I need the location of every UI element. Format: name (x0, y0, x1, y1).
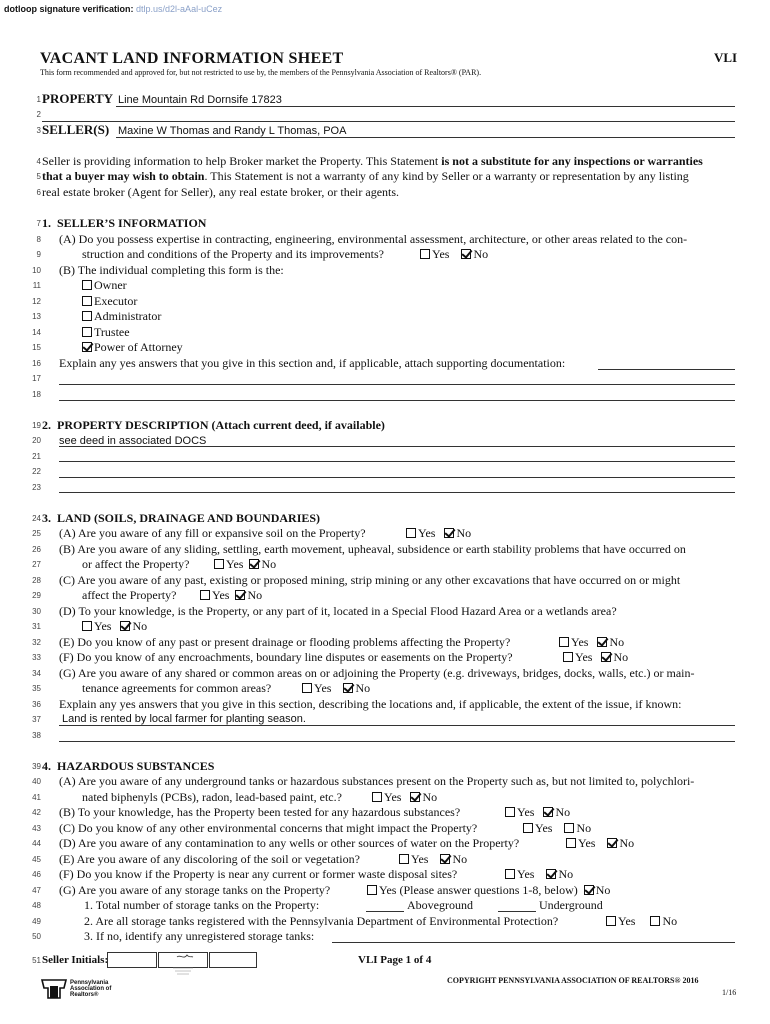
s4-f-no-checkbox[interactable] (546, 869, 556, 879)
s4-q1-underground: Underground (539, 898, 603, 912)
property-description-field[interactable]: see deed in associated DOCS (59, 435, 207, 447)
s1-trustee-option[interactable]: Trustee (82, 325, 130, 339)
line-number: 46 (32, 870, 41, 879)
property-field[interactable]: Line Mountain Rd Dornsife 17823 (118, 94, 282, 106)
s1-explain: Explain any yes answers that you give in this section and, if applicable, attach supporting documentation: (59, 356, 566, 370)
section-3-heading: 3. LAND (SOILS, DRAINAGE AND BOUNDARIES) (42, 511, 321, 525)
s4-b-yes-checkbox[interactable] (505, 807, 515, 817)
line-number: 27 (32, 560, 41, 569)
s3-g-no-checkbox[interactable] (343, 683, 353, 693)
s3-question-b-cont: or affect the Property? (82, 557, 190, 571)
s3-f-yes-checkbox[interactable] (563, 652, 573, 662)
line-number: 45 (32, 855, 41, 864)
form-title: VACANT LAND INFORMATION SHEET (40, 50, 344, 67)
s4-g-no-checkbox[interactable] (584, 885, 594, 895)
par-logo-text: Pennsylvania Association of Realtors® (70, 980, 112, 998)
line-number: 39 (32, 762, 41, 771)
s4-e-no-checkbox[interactable] (440, 854, 450, 864)
line-number: 44 (32, 839, 41, 848)
line-number: 23 (32, 483, 41, 492)
poa-checkbox[interactable] (82, 342, 92, 352)
s4-f-answer: Yes No (505, 867, 573, 881)
line-number: 50 (32, 932, 41, 941)
form-subtitle: This form recommended and approved for, but not restricted to use by, the members of the Pennsylvania Association of Realtors® (PAR). (40, 68, 482, 77)
s4-d-no-checkbox[interactable] (607, 838, 617, 848)
s1-question-a-cont: struction and conditions of the Property and its improvements? (82, 247, 384, 261)
s4-b-no-checkbox[interactable] (543, 807, 553, 817)
s3-question-c-cont: affect the Property? (82, 588, 177, 602)
s3-a-answer: Yes No (406, 526, 471, 540)
s1-owner-option[interactable]: Owner (82, 278, 127, 292)
s4-f-yes-checkbox[interactable] (505, 869, 515, 879)
line-number: 4 (36, 157, 41, 166)
keystone-icon (40, 978, 68, 1000)
s3-question-g: (G) Are you aware of any shared or common areas on or adjoining the Property (e.g. driveways, bridges, docks, walls, etc.) or main- (59, 666, 695, 680)
s4-question-g: (G) Are you aware of any storage tanks on the Property? (59, 883, 331, 897)
s4-a-answer: Yes No (372, 790, 437, 804)
s3-question-f: (F) Do you know of any encroachments, boundary line disputes or easements on the Property? (59, 650, 513, 664)
verification-header (4, 4, 222, 14)
seller-initials-box-1[interactable] (107, 952, 157, 968)
s3-e-answer: Yes No (559, 635, 624, 649)
line-number: 21 (32, 452, 41, 461)
line-number: 20 (32, 436, 41, 445)
line-number: 8 (36, 235, 41, 244)
line-number: 47 (32, 886, 41, 895)
line-number: 43 (32, 824, 41, 833)
intro-line-3: real estate broker (Agent for Seller), any real estate broker, or their agents. (42, 185, 400, 199)
s3-e-yes-checkbox[interactable] (559, 637, 569, 647)
s4-g-answer: Yes (Please answer questions 1-8, below) No (367, 883, 610, 897)
s1-a-yes-checkbox[interactable] (420, 249, 430, 259)
line-number: 34 (32, 669, 41, 678)
line-number: 19 (32, 421, 41, 430)
s4-question-f: (F) Do you know if the Property is near any current or former waste disposal sites? (59, 867, 458, 881)
s3-d-no-checkbox[interactable] (120, 621, 130, 631)
s1-a-no-checkbox[interactable] (461, 249, 471, 259)
line-number: 3 (36, 126, 41, 135)
line-number: 15 (32, 343, 41, 352)
seller-initials-box-3[interactable] (209, 952, 257, 968)
s3-g-answer: Yes No (302, 681, 370, 695)
s3-c-yes-checkbox[interactable] (200, 590, 210, 600)
line-number: 41 (32, 793, 41, 802)
line-number: 6 (36, 188, 41, 197)
line-number: 25 (32, 529, 41, 538)
s4-q1: 1. Total number of storage tanks on the Property: (84, 898, 320, 912)
s3-d-answer: Yes No (82, 619, 147, 633)
property-label: PROPERTY (42, 91, 114, 106)
line-number: 28 (32, 576, 41, 585)
s3-b-yes-checkbox[interactable] (214, 559, 224, 569)
line-number: 22 (32, 467, 41, 476)
verification-link[interactable]: dtlp.us/d2l-aAal-uCez (136, 4, 223, 14)
line-number: 51 (32, 956, 41, 965)
administrator-checkbox[interactable] (82, 311, 92, 321)
par-logo (40, 978, 68, 1005)
line-number: 1 (36, 95, 41, 104)
executor-checkbox[interactable] (82, 296, 92, 306)
seller-label: SELLER(S) (42, 122, 110, 137)
s3-question-d: (D) To your knowledge, is the Property, or any part of it, located in a Special Flood Hazard Area or a wetlands area? (59, 604, 617, 618)
seller-initials-label: Seller Initials: (42, 954, 109, 966)
trustee-checkbox[interactable] (82, 327, 92, 337)
s4-e-yes-checkbox[interactable] (399, 854, 409, 864)
s3-question-c: (C) Are you aware of any past, existing or proposed mining, strip mining or any other excavations that have occurred on or might (59, 573, 681, 587)
s3-c-no-checkbox[interactable] (235, 590, 245, 600)
copyright: COPYRIGHT PENNSYLVANIA ASSOCIATION OF REALTORS® 2016 (447, 976, 699, 985)
s4-c-no-checkbox[interactable] (564, 823, 574, 833)
line-number: 40 (32, 777, 41, 786)
line-number: 5 (36, 172, 41, 181)
seller-initials-box-2[interactable] (158, 952, 208, 968)
s4-q3: 3. If no, identify any unregistered storage tanks: (84, 929, 315, 943)
s3-question-e: (E) Do you know of any past or present drainage or flooding problems affecting the Property? (59, 635, 511, 649)
line-number: 12 (32, 297, 41, 306)
s1-poa-option[interactable]: Power of Attorney (82, 340, 183, 354)
s3-explain: Explain any yes answers that you give in this section, describing the locations and, if applicable, the extent of the issue, if known: (59, 697, 682, 711)
s4-c-yes-checkbox[interactable] (523, 823, 533, 833)
line-number: 16 (32, 359, 41, 368)
line-number: 26 (32, 545, 41, 554)
s1-a-answer: Yes No (420, 247, 488, 261)
line-number: 29 (32, 591, 41, 600)
s3-a-yes-checkbox[interactable] (406, 528, 416, 538)
line-number: 33 (32, 653, 41, 662)
s3-b-no-checkbox[interactable] (249, 559, 259, 569)
revision-date: 1/16 (722, 988, 737, 997)
s3-question-g-cont: tenance agreements for common areas? (82, 681, 272, 695)
s3-f-no-checkbox[interactable] (601, 652, 611, 662)
s4-question-a-cont: nated biphenyls (PCBs), radon, lead-based paint, etc.? (82, 790, 342, 804)
s4-question-c: (C) Do you know of any other environmental concerns that might impact the Property? (59, 821, 478, 835)
s4-d-yes-checkbox[interactable] (566, 838, 576, 848)
line-number: 17 (32, 374, 41, 383)
s4-a-no-checkbox[interactable] (410, 792, 420, 802)
s4-q1-aboveground: Aboveground (407, 898, 473, 912)
s4-question-d: (D) Are you aware of any contamination to any wells or other sources of water on the Property? (59, 836, 520, 850)
s4-question-a: (A) Are you aware of any underground tanks or hazardous substances present on the Property such as, but not limited to, polychlori- (59, 774, 695, 788)
line-number: 2 (36, 110, 41, 119)
line-number: 38 (32, 731, 41, 740)
s3-g-yes-checkbox[interactable] (302, 683, 312, 693)
verification-label: dotloop signature verification: (4, 4, 134, 14)
s4-c-answer: Yes No (523, 821, 591, 835)
s4-question-b: (B) To your knowledge, has the Property been tested for any hazardous substances? (59, 805, 461, 819)
s3-question-a: (A) Are you aware of any fill or expansive soil on the Property? (59, 526, 366, 540)
s3-question-b: (B) Are you aware of any sliding, settling, earth movement, upheaval, subsidence or earth stability problems that have occurred on (59, 542, 686, 556)
line-number: 32 (32, 638, 41, 647)
owner-checkbox[interactable] (82, 280, 92, 290)
section-4-heading: 4. HAZARDOUS SUBSTANCES (42, 759, 215, 773)
form-code: VLI (714, 50, 738, 65)
s4-d-answer: Yes No (566, 836, 634, 850)
page-number: VLI Page 1 of 4 (358, 954, 432, 966)
line-number: 31 (32, 622, 41, 631)
line-number: 24 (32, 514, 41, 523)
s1-question-a: (A) Do you possess expertise in contracting, engineering, environmental assessment, architecture, or other areas related to the con- (59, 232, 688, 246)
s4-a-yes-checkbox[interactable] (372, 792, 382, 802)
intro-line-2: that a buyer may wish to obtain. This Statement is not a warranty of any kind by Seller or a warranty or representation by any listing (42, 169, 689, 183)
s1-administrator-option[interactable]: Administrator (82, 309, 161, 323)
s4-q2-answer: Yes No (606, 914, 677, 928)
line-number: 49 (32, 917, 41, 926)
s1-executor-option[interactable]: Executor (82, 294, 137, 308)
intro-line-1: Seller is providing information to help Broker market the Property. This Statement is not a substitute for any inspections or warranties (42, 154, 703, 168)
s4-b-answer: Yes No (505, 805, 570, 819)
s3-explain-field[interactable]: Land is rented by local farmer for planting season. (62, 713, 306, 725)
initials-signature-mark (159, 953, 207, 979)
line-number: 14 (32, 328, 41, 337)
section-2-heading: 2. PROPERTY DESCRIPTION (Attach current deed, if available) (42, 418, 385, 432)
line-number: 30 (32, 607, 41, 616)
s4-q2-no-checkbox[interactable] (650, 916, 660, 926)
line-number: 11 (32, 281, 41, 290)
s4-question-e: (E) Are you aware of any discoloring of the soil or vegetation? (59, 852, 360, 866)
line-number: 9 (36, 250, 41, 259)
section-1-heading: 1. SELLER’S INFORMATION (42, 216, 207, 230)
line-number: 42 (32, 808, 41, 817)
line-number: 36 (32, 700, 41, 709)
seller-field[interactable]: Maxine W Thomas and Randy L Thomas, POA (118, 125, 347, 137)
s1-question-b: (B) The individual completing this form is the: (59, 263, 284, 277)
line-number: 48 (32, 901, 41, 910)
line-number: 37 (32, 715, 41, 724)
s3-f-answer: Yes No (563, 650, 628, 664)
s4-q2-yes-checkbox[interactable] (606, 916, 616, 926)
line-number: 13 (32, 312, 41, 321)
s4-q2: 2. Are all storage tanks registered with the Pennsylvania Department of Environmental Protection? (84, 914, 559, 928)
s3-d-yes-checkbox[interactable] (82, 621, 92, 631)
s4-e-answer: Yes No (399, 852, 467, 866)
line-number: 18 (32, 390, 41, 399)
s3-b-answer: Yes No (214, 557, 276, 571)
s3-a-no-checkbox[interactable] (444, 528, 454, 538)
line-number: 7 (36, 219, 41, 228)
line-number: 35 (32, 684, 41, 693)
s3-c-answer: Yes No (200, 588, 262, 602)
s3-e-no-checkbox[interactable] (597, 637, 607, 647)
line-number: 10 (32, 266, 41, 275)
s4-g-yes-checkbox[interactable] (367, 885, 377, 895)
